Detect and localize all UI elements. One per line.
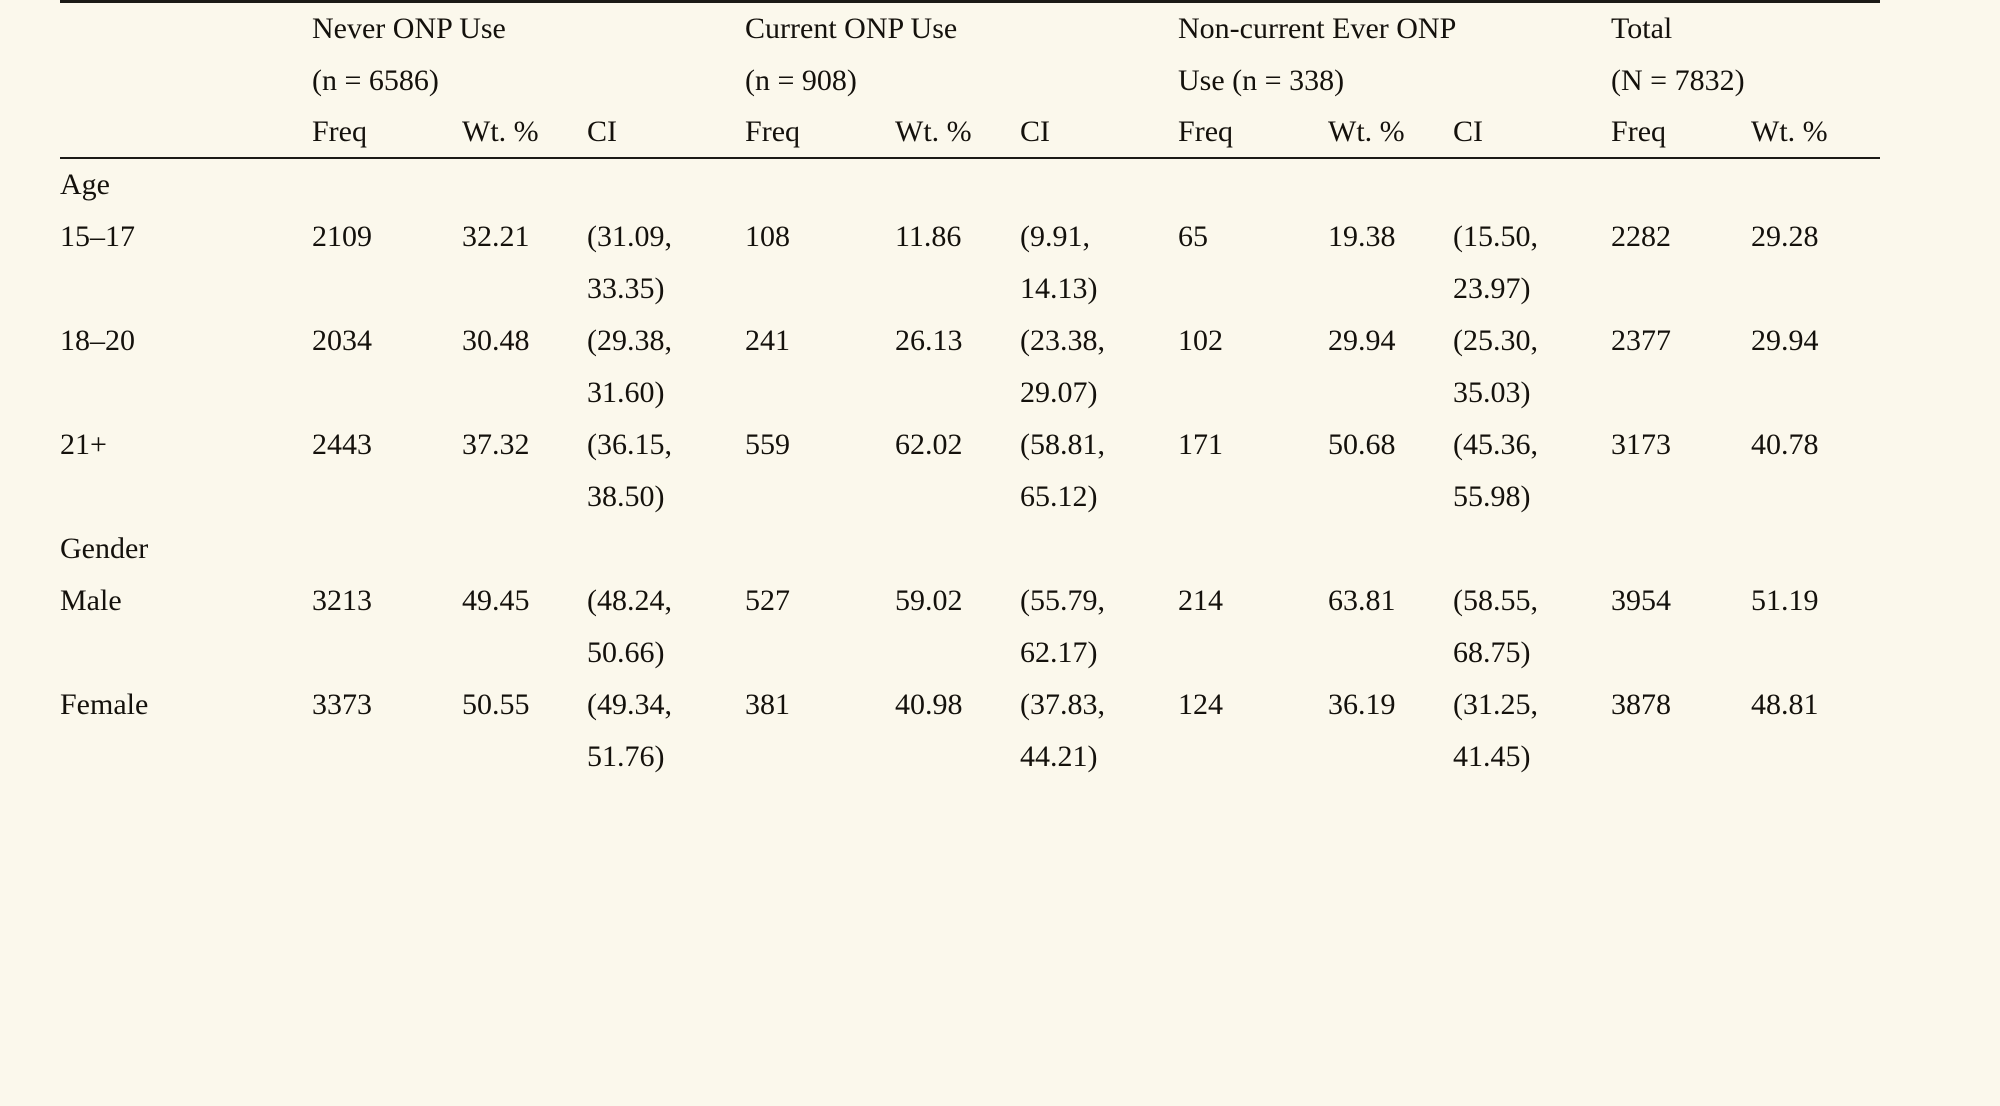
group-n-total: (N = 7832)	[1611, 64, 1745, 97]
cell-current-ci	[1020, 575, 1178, 679]
cell-never-freq: 3213	[312, 584, 372, 617]
ci-lower: (31.25,	[1453, 688, 1539, 721]
group-header-current	[745, 2, 1178, 108]
cell-total-freq: 3173	[1611, 428, 1672, 461]
ci-upper: 38.50)	[587, 480, 665, 513]
cell-current-freq: 381	[745, 688, 791, 721]
cell-total-wt: 29.28	[1751, 220, 1819, 253]
cell-current-wt: 26.13	[895, 324, 963, 357]
ci-upper: 51.76)	[587, 740, 665, 773]
cell-current-ci	[1020, 419, 1178, 523]
cell-noncurrent-wt: 19.38	[1328, 220, 1396, 253]
ci-lower: (9.91,	[1020, 220, 1091, 253]
ci-lower: (31.09,	[587, 220, 672, 253]
ci-upper: 29.07)	[1020, 376, 1098, 409]
subheader-wt-total: Wt. %	[1751, 107, 1880, 158]
table-row	[60, 315, 1880, 419]
ci-upper: 31.60)	[587, 376, 665, 409]
cell-current-ci	[1020, 679, 1178, 783]
cell-total-freq: 2377	[1611, 324, 1672, 357]
row-label: Male	[60, 584, 122, 617]
ci-upper: 65.12)	[1020, 480, 1098, 513]
ci-lower: (25.30,	[1453, 324, 1539, 357]
cell-never-wt: 37.32	[462, 428, 530, 461]
row-label: 21+	[60, 428, 107, 461]
cell-total-wt: 40.78	[1751, 428, 1819, 461]
table-section-row	[60, 158, 1880, 211]
cell-noncurrent-ci	[1453, 419, 1611, 523]
group-n-noncurrent: Use (n = 338)	[1178, 64, 1345, 97]
ci-lower: (49.34,	[587, 688, 672, 721]
subheader-ci-current: CI	[1020, 107, 1178, 158]
ci-lower: (55.79,	[1020, 584, 1106, 617]
cell-total-freq: 2282	[1611, 220, 1672, 253]
subheader-wt-never: Wt. %	[462, 107, 587, 158]
cell-noncurrent-freq: 124	[1178, 688, 1224, 721]
section-label-gender: Gender	[60, 532, 149, 565]
cell-noncurrent-ci	[1453, 679, 1611, 783]
group-n-never: (n = 6586)	[312, 64, 439, 97]
section-label-age: Age	[60, 168, 110, 201]
cell-current-wt: 40.98	[895, 688, 963, 721]
table-subheader-row	[60, 107, 1880, 158]
section-filler	[312, 523, 1880, 575]
subheader-freq-current: Freq	[745, 107, 895, 158]
cell-never-wt: 30.48	[462, 324, 530, 357]
subheader-blank	[60, 107, 312, 158]
cell-current-wt: 59.02	[895, 584, 963, 617]
group-title-noncurrent: Non-current Ever ONP	[1178, 12, 1457, 45]
cell-total-wt: 48.81	[1751, 688, 1819, 721]
cell-current-wt: 11.86	[895, 220, 962, 253]
cell-current-wt: 62.02	[895, 428, 963, 461]
ci-lower: (58.55,	[1453, 584, 1539, 617]
cell-noncurrent-wt: 29.94	[1328, 324, 1396, 357]
ci-lower: (29.38,	[587, 324, 672, 357]
ci-upper: 68.75)	[1453, 636, 1531, 669]
subheader-freq-noncurrent: Freq	[1178, 107, 1328, 158]
cell-never-ci	[587, 419, 745, 523]
cell-current-ci	[1020, 211, 1178, 315]
cell-never-ci	[587, 211, 745, 315]
cell-never-ci	[587, 679, 745, 783]
group-title-total: Total	[1611, 12, 1673, 45]
ci-upper: 14.13)	[1020, 272, 1098, 305]
group-title-never: Never ONP Use	[312, 12, 506, 45]
cell-never-ci	[587, 575, 745, 679]
cell-noncurrent-freq: 102	[1178, 324, 1224, 357]
cell-noncurrent-ci	[1453, 575, 1611, 679]
cell-noncurrent-wt: 36.19	[1328, 688, 1396, 721]
subheader-freq-total: Freq	[1611, 107, 1751, 158]
table-row	[60, 679, 1880, 783]
group-header-noncurrent	[1178, 2, 1611, 108]
cell-never-wt: 32.21	[462, 220, 530, 253]
group-header-never	[312, 2, 745, 108]
row-label: 15–17	[60, 220, 135, 253]
ci-lower: (15.50,	[1453, 220, 1539, 253]
ci-lower: (36.15,	[587, 428, 672, 461]
table-group-header-row	[60, 2, 1880, 108]
cell-never-freq: 2034	[312, 324, 372, 357]
ci-upper: 41.45)	[1453, 740, 1531, 773]
ci-upper: 33.35)	[587, 272, 665, 305]
ci-upper: 44.21)	[1020, 740, 1098, 773]
cell-noncurrent-freq: 214	[1178, 584, 1224, 617]
group-n-current: (n = 908)	[745, 64, 857, 97]
table-row	[60, 575, 1880, 679]
ci-lower: (48.24,	[587, 584, 672, 617]
ci-lower: (23.38,	[1020, 324, 1106, 357]
cell-current-freq: 559	[745, 428, 791, 461]
subheader-wt-current: Wt. %	[895, 107, 1020, 158]
cell-current-ci	[1020, 315, 1178, 419]
cell-noncurrent-freq: 171	[1178, 428, 1224, 461]
cell-noncurrent-wt: 50.68	[1328, 428, 1396, 461]
cell-never-freq: 2443	[312, 428, 372, 461]
ci-upper: 55.98)	[1453, 480, 1531, 513]
ci-upper: 62.17)	[1020, 636, 1098, 669]
cell-never-wt: 50.55	[462, 688, 530, 721]
cell-never-ci	[587, 315, 745, 419]
cell-never-freq: 3373	[312, 688, 372, 721]
cell-noncurrent-wt: 63.81	[1328, 584, 1396, 617]
section-filler	[312, 158, 1880, 211]
row-label: Female	[60, 688, 149, 721]
ci-lower: (58.81,	[1020, 428, 1106, 461]
subheader-ci-noncurrent: CI	[1453, 107, 1611, 158]
ci-upper: 35.03)	[1453, 376, 1531, 409]
row-label: 18–20	[60, 324, 135, 357]
cell-noncurrent-ci	[1453, 315, 1611, 419]
cell-noncurrent-ci	[1453, 211, 1611, 315]
subheader-wt-noncurrent: Wt. %	[1328, 107, 1453, 158]
cell-total-wt: 29.94	[1751, 324, 1819, 357]
subheader-ci-never: CI	[587, 107, 745, 158]
ci-lower: (45.36,	[1453, 428, 1539, 461]
cell-noncurrent-freq: 65	[1178, 220, 1209, 253]
cell-total-freq: 3878	[1611, 688, 1672, 721]
corner-cell	[60, 2, 312, 108]
group-title-current: Current ONP Use	[745, 12, 958, 45]
table-row	[60, 211, 1880, 315]
ci-upper: 50.66)	[587, 636, 665, 669]
ci-upper: 23.97)	[1453, 272, 1531, 305]
cell-never-wt: 49.45	[462, 584, 530, 617]
cell-never-freq: 2109	[312, 220, 372, 253]
group-header-total	[1611, 2, 1880, 108]
table-row	[60, 419, 1880, 523]
statistics-table	[60, 0, 1880, 783]
cell-current-freq: 527	[745, 584, 791, 617]
subheader-freq-never: Freq	[312, 107, 462, 158]
cell-total-wt: 51.19	[1751, 584, 1819, 617]
ci-lower: (37.83,	[1020, 688, 1106, 721]
cell-total-freq: 3954	[1611, 584, 1672, 617]
cell-current-freq: 241	[745, 324, 791, 357]
table-section-row	[60, 523, 1880, 575]
cell-current-freq: 108	[745, 220, 791, 253]
